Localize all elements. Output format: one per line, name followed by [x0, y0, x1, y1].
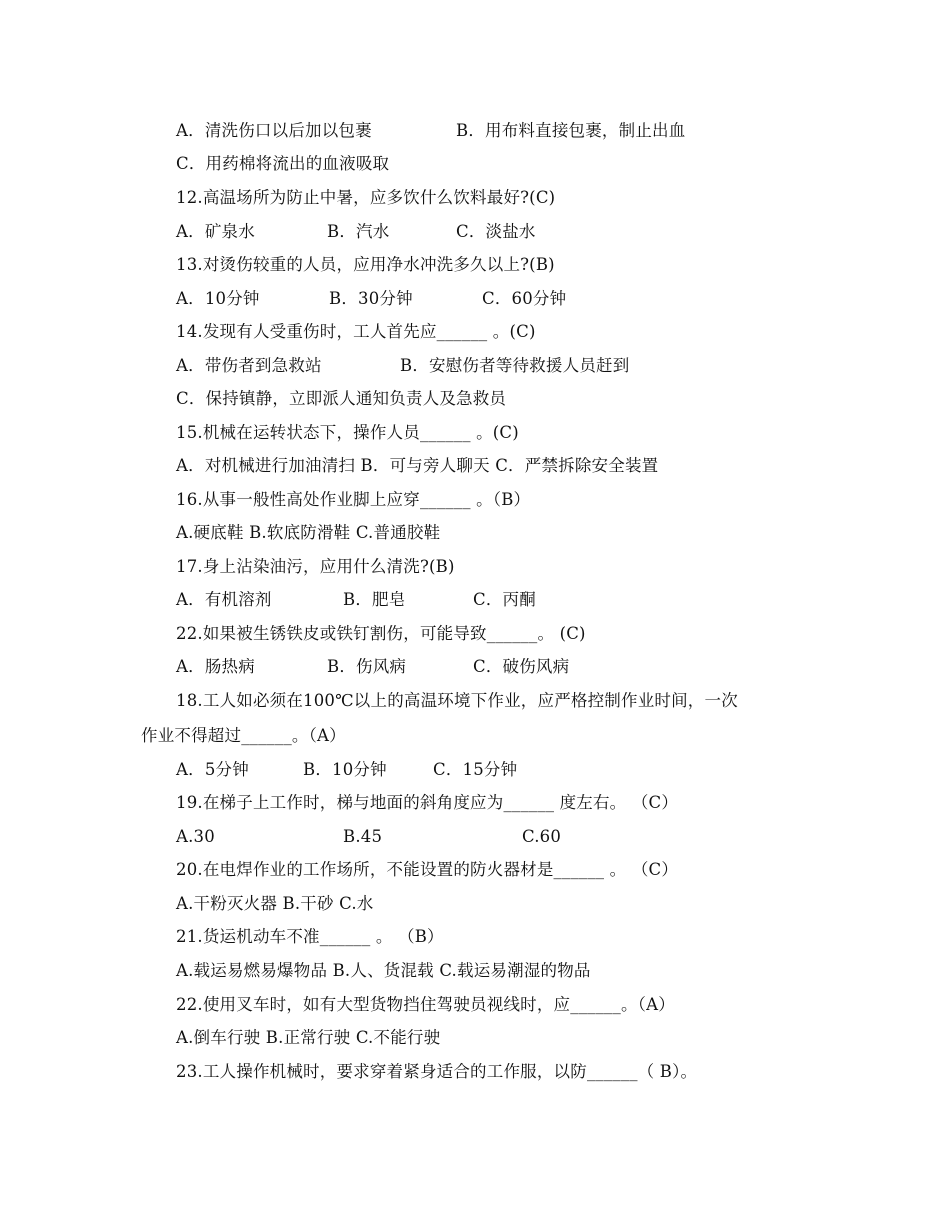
option-text: C．淡盐水	[456, 222, 536, 241]
question-text: 15.机械在运转状态下，操作人员______ 。(C)	[176, 423, 519, 442]
option-text: B．30分钟	[329, 289, 413, 308]
question-text: 16.从事一般性高处作业脚上应穿______ 。（B）	[176, 490, 531, 509]
option-text: A．10分钟	[176, 289, 260, 308]
question-text: 22.如果被生锈铁皮或铁钉割伤，可能导致______。 (C)	[176, 624, 586, 643]
option-text: A．清洗伤口以后加以包裹	[176, 121, 372, 140]
question-text: 14.发现有人受重伤时，工人首先应______ 。(C)	[176, 322, 536, 341]
option-text: A．带伤者到急救站	[176, 356, 322, 375]
question-text: 20.在电焊作业的工作场所，不能设置的防火器材是______ 。 （C）	[176, 860, 679, 879]
option-text: C．丙酮	[473, 590, 536, 609]
option-text: B.45	[343, 827, 383, 846]
question-text: 17.身上沾染油污，应用什么清洗?(B)	[176, 557, 455, 576]
option-text: C.60	[522, 827, 562, 846]
question-text: 21.货运机动车不准______ 。 （B）	[176, 927, 444, 946]
option-text: A．矿泉水	[176, 222, 255, 241]
option-text: C．保持镇静，立即派人通知负责人及急救员	[176, 389, 507, 408]
option-text: A．对机械进行加油清扫 B．可与旁人聊天 C．严禁拆除安全装置	[176, 456, 659, 475]
question-text: 作业不得超过______。（A）	[141, 726, 346, 745]
option-text: B．10分钟	[303, 760, 387, 779]
option-text: C．破伤风病	[473, 657, 570, 676]
option-text: B．汽水	[327, 222, 390, 241]
option-text: A．有机溶剂	[176, 590, 272, 609]
question-text: 19.在梯子上工作时，梯与地面的斜角度应为______ 度左右。 （C）	[176, 793, 679, 812]
question-text: 18.工人如必须在100℃以上的高温环境下作业，应严格控制作业时间，一次	[176, 691, 738, 710]
option-text: B．用布料直接包裹，制止出血	[456, 121, 686, 140]
option-text: B．伤风病	[327, 657, 407, 676]
option-text: C．15分钟	[433, 760, 518, 779]
option-text: C．60分钟	[482, 289, 567, 308]
option-text: B．安慰伤者等待救援人员赶到	[400, 356, 630, 375]
option-text: A.硬底鞋 B.软底防滑鞋 C.普通胶鞋	[176, 523, 441, 542]
option-text: C．用药棉将流出的血液吸取	[176, 154, 390, 173]
option-text: A．5分钟	[176, 760, 249, 779]
question-text: 12.高温场所为防止中暑，应多饮什么饮料最好?(C)	[176, 188, 556, 207]
option-text: A.干粉灭火器 B.干砂 C.水	[176, 894, 374, 913]
option-text: A.30	[176, 827, 215, 846]
question-text: 23.工人操作机械时，要求穿着紧身适合的工作服，以防______（ B）。	[176, 1062, 698, 1081]
question-text: 13.对烫伤较重的人员，应用净水冲洗多久以上?(B)	[176, 255, 555, 274]
option-text: A．肠热病	[176, 657, 255, 676]
option-text: A.倒车行驶 B.正常行驶 C.不能行驶	[176, 1028, 441, 1047]
option-text: A.载运易燃易爆物品 B.人、货混载 C.载运易潮湿的物品	[176, 961, 591, 980]
question-text: 22.使用叉车时，如有大型货物挡住驾驶员视线时，应______。（A）	[176, 995, 675, 1014]
option-text: B．肥皂	[343, 590, 406, 609]
